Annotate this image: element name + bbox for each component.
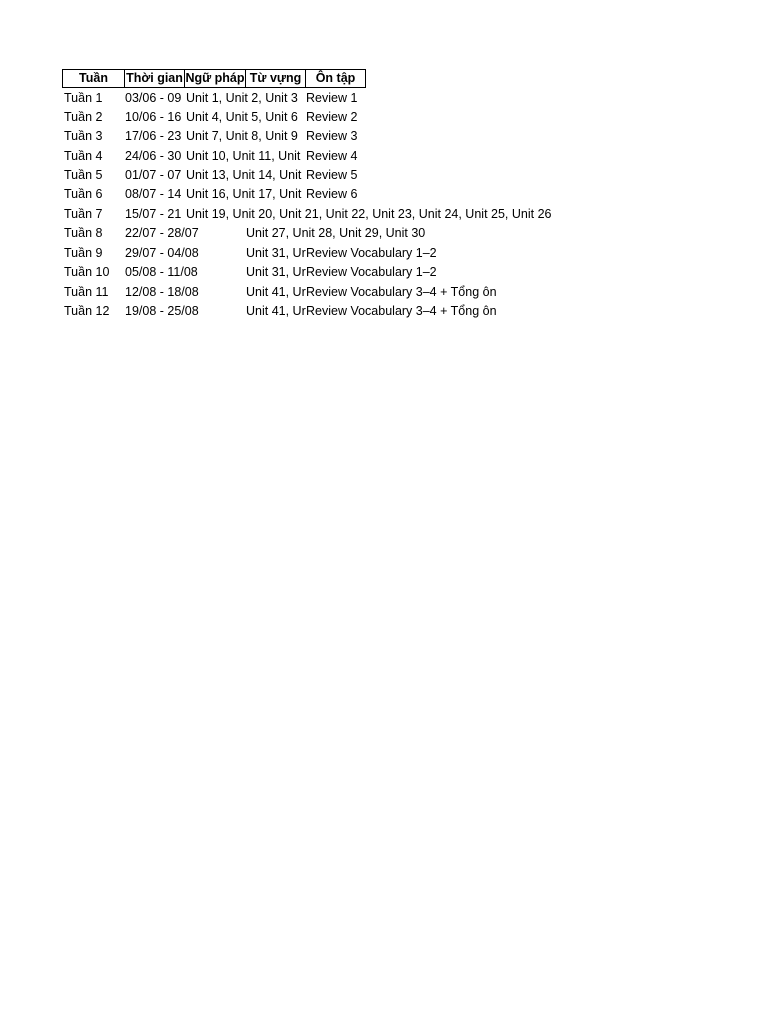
cell-week[interactable]: Tuần 6 [64, 187, 103, 201]
cell-grammar[interactable] [186, 283, 246, 302]
cell-time[interactable]: 08/07 - 14 [125, 187, 182, 201]
cell-time[interactable]: 05/08 - 11/08 [125, 265, 198, 279]
cell-review[interactable]: Review Vocabulary 1–2 [306, 265, 437, 279]
cell-grammar[interactable] [186, 244, 246, 263]
cell-review[interactable]: Review Vocabulary 3–4 + Tổng ôn [306, 285, 497, 299]
cell-vocab[interactable] [246, 108, 306, 127]
cell-time[interactable]: 15/07 - 21 [125, 207, 182, 221]
cell-vocab[interactable]: Unit 41, Ur [246, 285, 306, 299]
cell-vocab[interactable]: Unit 31, Ur [246, 265, 306, 279]
cell-week[interactable]: Tuần 2 [64, 110, 103, 124]
cell-time[interactable]: 22/07 - 28/07 [125, 226, 199, 240]
cell-vocab[interactable] [246, 185, 306, 204]
cell-review[interactable]: Review 1 [306, 91, 358, 105]
cell-time[interactable]: 12/08 - 18/08 [125, 285, 199, 299]
cell-time[interactable]: 03/06 - 09 [125, 91, 182, 105]
cell-grammar[interactable]: Unit 1, Unit 2, Unit 3 [186, 91, 298, 105]
cell-grammar[interactable] [186, 263, 246, 282]
cell-grammar[interactable]: Unit 7, Unit 8, Unit 9 [186, 129, 298, 143]
cell-grammar[interactable]: Unit 13, Unit 14, Unit [186, 168, 302, 182]
cell-time[interactable]: 01/07 - 07 [125, 168, 182, 182]
cell-vocab[interactable] [246, 147, 306, 166]
cell-review[interactable]: Review 4 [306, 149, 358, 163]
cell-review[interactable]: Review Vocabulary 3–4 + Tổng ôn [306, 304, 497, 318]
cell-grammar[interactable]: Unit 4, Unit 5, Unit 6 [186, 110, 298, 124]
cell-time[interactable]: 10/06 - 16 [125, 110, 182, 124]
cell-review[interactable]: Review Vocabulary 1–2 [306, 246, 437, 260]
cell-time[interactable]: 19/08 - 25/08 [125, 304, 199, 318]
cell-week[interactable]: Tuần 9 [64, 246, 103, 260]
cell-review[interactable]: Review 3 [306, 129, 358, 143]
header-time[interactable]: Thời gian [124, 69, 184, 88]
cell-review[interactable]: Review 5 [306, 168, 358, 182]
cell-review[interactable]: Review 6 [306, 187, 358, 201]
cell-week[interactable]: Tuần 1 [64, 91, 103, 105]
cell-week[interactable]: Tuần 11 [64, 285, 109, 299]
cell-week[interactable]: Tuần 7 [64, 207, 103, 221]
cell-vocab[interactable]: Unit 31, Ur [246, 246, 306, 260]
cell-time[interactable]: 24/06 - 30 [125, 149, 182, 163]
header-vocabulary[interactable]: Từ vựng [245, 69, 305, 88]
cell-week[interactable]: Tuần 4 [64, 149, 103, 163]
cell-week[interactable]: Tuần 8 [64, 226, 103, 240]
cell-grammar[interactable] [186, 302, 246, 321]
cell-vocab[interactable]: Unit 27, Unit 28, Unit 29, Unit 30 [246, 226, 426, 240]
cell-review[interactable]: Review 2 [306, 110, 358, 124]
cell-vocab[interactable]: Unit 41, Ur [246, 304, 306, 318]
header-review[interactable]: Ôn tập [305, 69, 366, 88]
cell-vocab[interactable] [246, 89, 306, 108]
cell-week[interactable]: Tuần 5 [64, 168, 103, 182]
cell-time[interactable]: 29/07 - 04/08 [125, 246, 199, 260]
cell-grammar[interactable]: Unit 16, Unit 17, Unit [186, 187, 302, 201]
cell-vocab[interactable] [246, 166, 306, 185]
cell-week[interactable]: Tuần 3 [64, 129, 103, 143]
cell-grammar[interactable]: Unit 19, Unit 20, Unit 21, Unit 22, Unit 23, Unit 24, Unit 25, Unit 26 [186, 207, 552, 221]
header-week[interactable]: Tuần [62, 69, 124, 88]
cell-week[interactable]: Tuần 10 [64, 265, 110, 279]
cell-week[interactable]: Tuần 12 [64, 304, 110, 318]
cell-grammar[interactable] [186, 224, 246, 243]
header-grammar[interactable]: Ngữ pháp [184, 69, 245, 88]
cell-time[interactable]: 17/06 - 23 [125, 129, 182, 143]
cell-grammar[interactable]: Unit 10, Unit 11, Unit [186, 149, 301, 163]
cell-vocab[interactable] [246, 127, 306, 146]
